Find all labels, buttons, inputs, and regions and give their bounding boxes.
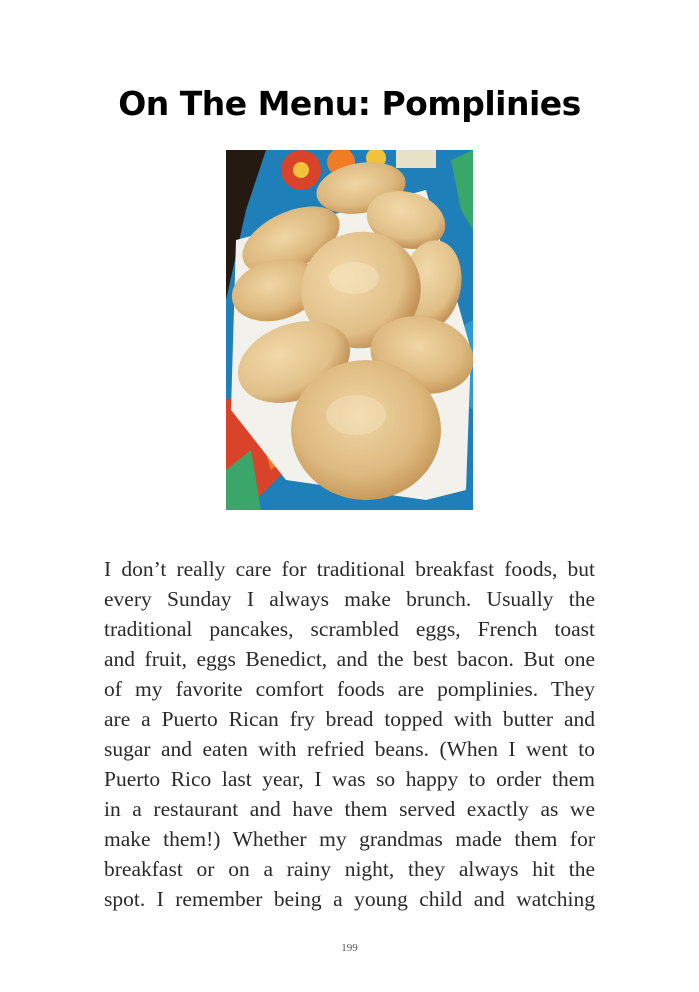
body-line: and fruit, eggs Benedict, and the best bacon. But one (104, 647, 595, 671)
body-line: Puerto Rico last year, I was so happy to order them (104, 767, 595, 791)
body-line: traditional pancakes, scrambled eggs, French toast (104, 617, 595, 641)
body-line: of my favorite comfort foods are pomplinies. They (104, 677, 595, 701)
body-line: breakfast or on a rainy night, they always hit the (104, 857, 595, 881)
pomplinies-photo (226, 150, 473, 510)
body-line: are a Puerto Rican fry bread topped with butter and (104, 707, 595, 731)
body-line: in a restaurant and have them served exactly as we (104, 797, 595, 821)
page-title: On The Menu: Pomplinies (118, 84, 581, 123)
body-paragraph (104, 554, 595, 914)
body-line: I don’t really care for traditional breakfast foods, but (104, 557, 595, 581)
body-line: every Sunday I always make brunch. Usually the (104, 587, 595, 611)
body-line: sugar and eaten with refried beans. (When I went to (104, 737, 595, 761)
page-number: 199 (341, 942, 358, 954)
body-line: spot. I remember being a young child and watching (104, 887, 595, 911)
body-line: make them!) Whether my grandmas made them for (104, 827, 595, 851)
